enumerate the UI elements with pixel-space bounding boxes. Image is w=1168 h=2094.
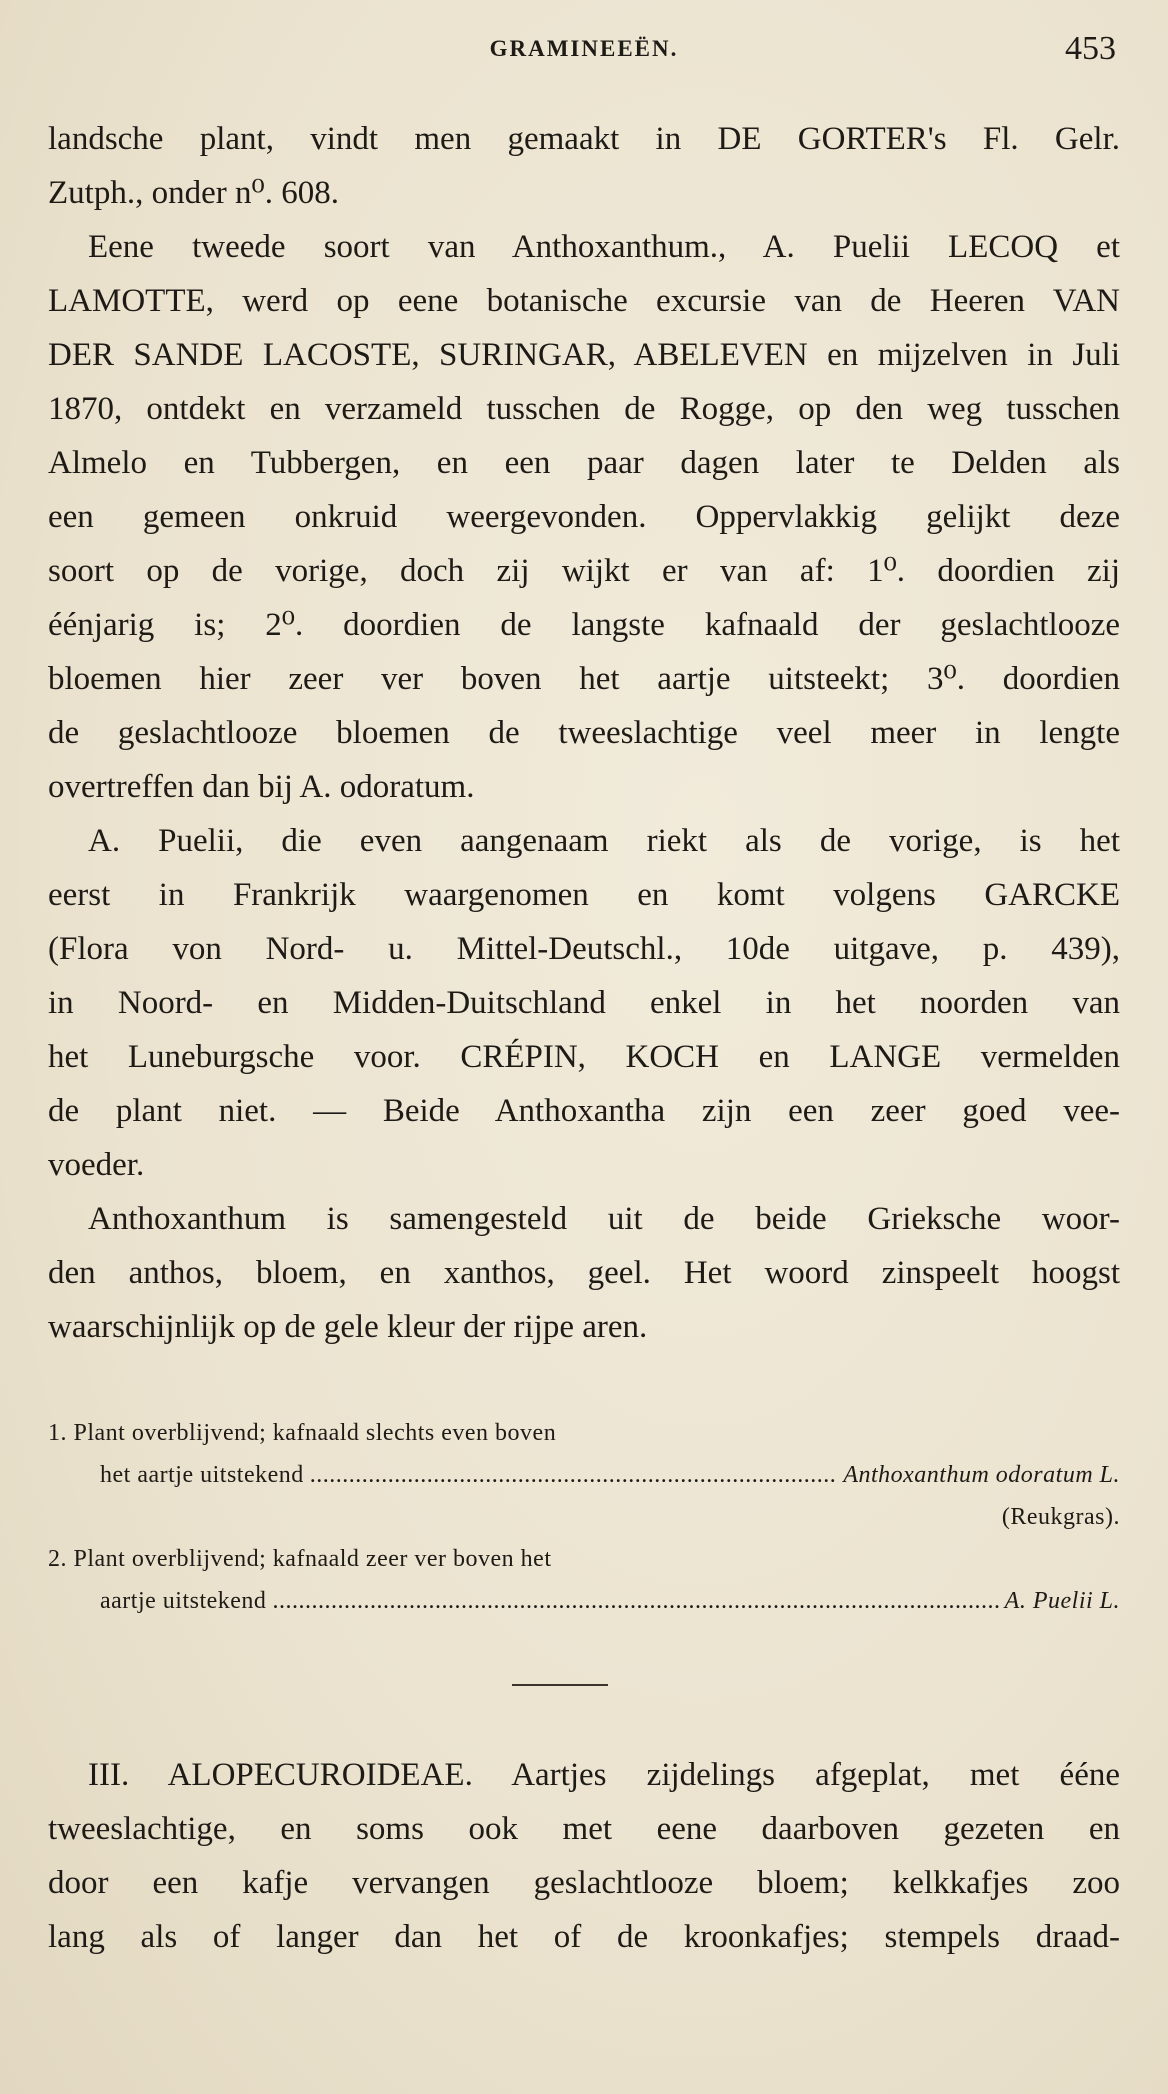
text-line: soort op de vorige, doch zij wijkt er van af: 1⁰. doordien zij bbox=[48, 553, 1120, 589]
text-line: éénjarig is; 2⁰. doordien de langste kafnaald der geslachtlooze bbox=[48, 607, 1120, 643]
dot-leaders bbox=[272, 1580, 998, 1622]
text-line: Eene tweede soort van Anthoxanthum., A. Puelii LECOQ et bbox=[88, 229, 1120, 265]
text-line: in Noord- en Midden-Duitschland enkel in het noorden van bbox=[48, 985, 1120, 1021]
key-item-2-taxon: A. Puelii L. bbox=[1004, 1588, 1120, 1614]
key-item-1-common-name: (Reukgras). bbox=[1001, 1504, 1120, 1530]
section-iii-text bbox=[48, 1748, 1120, 1964]
text-line: DER SANDE LACOSTE, SURINGAR, ABELEVEN en mijzelven in Juli bbox=[48, 337, 1120, 373]
text-line: eerst in Frankrijk waargenomen en komt volgens GARCKE bbox=[48, 877, 1120, 913]
dot-leaders bbox=[310, 1454, 838, 1496]
text-line: Anthoxanthum is samengesteld uit de beide Grieksche woor- bbox=[88, 1201, 1120, 1237]
running-header: GRAMINEEËN. bbox=[489, 36, 679, 61]
text-line: overtreffen dan bij A. odoratum. bbox=[48, 769, 475, 805]
text-line: bloemen hier zeer ver boven het aartje uitsteekt; 3⁰. doordien bbox=[48, 661, 1120, 697]
body-text bbox=[48, 112, 1120, 1354]
text-line: de plant niet. — Beide Anthoxantha zijn een zeer goed vee- bbox=[48, 1093, 1120, 1129]
text-line: Almelo en Tubbergen, en een paar dagen later te Delden als bbox=[48, 445, 1120, 481]
key-item-1-taxon: Anthoxanthum odoratum L. bbox=[843, 1462, 1120, 1488]
key-item-2-line-1: 2. Plant overblijvend; kafnaald zeer ver boven het bbox=[48, 1546, 552, 1572]
text-line: de geslachtlooze bloemen de tweeslachtige veel meer in lengte bbox=[48, 715, 1120, 751]
text-line: (Flora von Nord- u. Mittel-Deutschl., 10de uitgave, p. 439), bbox=[48, 931, 1120, 967]
text-line: een gemeen onkruid weergevonden. Oppervlakkig gelijkt deze bbox=[48, 499, 1120, 535]
text-line: het Luneburgsche voor. CRÉPIN, KOCH en LANGE vermelden bbox=[48, 1039, 1120, 1075]
key-item-2-description: aartje uitstekend bbox=[100, 1588, 267, 1614]
text-line: voeder. bbox=[48, 1147, 145, 1183]
text-line: lang als of langer dan het of de kroonkafjes; stempels draad- bbox=[48, 1919, 1120, 1955]
text-line: Zutph., onder n⁰. 608. bbox=[48, 175, 339, 211]
text-line: 1870, ontdekt en verzameld tusschen de Rogge, op den weg tusschen bbox=[48, 391, 1120, 427]
key-item-1-line-1: 1. Plant overblijvend; kafnaald slechts even boven bbox=[48, 1420, 557, 1446]
section-divider bbox=[512, 1684, 608, 1686]
text-line: tweeslachtige, en soms ook met eene daarboven gezeten en bbox=[48, 1811, 1120, 1847]
identification-key bbox=[48, 1412, 1120, 1622]
text-line: landsche plant, vindt men gemaakt in DE GORTER's Fl. Gelr. bbox=[48, 121, 1120, 157]
page-number: 453 bbox=[1065, 30, 1116, 67]
text-line: waarschijnlijk op de gele kleur der rijpe aren. bbox=[48, 1309, 648, 1345]
text-line: LAMOTTE, werd op eene botanische excursie van de Heeren VAN bbox=[48, 283, 1120, 319]
text-line: door een kafje vervangen geslachtlooze bloem; kelkkafjes zoo bbox=[48, 1865, 1120, 1901]
key-item-1-description: het aartje uitstekend bbox=[100, 1462, 304, 1488]
text-line: III. ALOPECUROIDEAE. Aartjes zijdelings afgeplat, met ééne bbox=[88, 1757, 1120, 1793]
text-line: A. Puelii, die even aangenaam riekt als de vorige, is het bbox=[88, 823, 1120, 859]
key-item-2-line-2 bbox=[48, 1580, 1120, 1622]
key-item-1-line-2 bbox=[48, 1454, 1120, 1496]
text-line: den anthos, bloem, en xanthos, geel. Het woord zinspeelt hoogst bbox=[48, 1255, 1120, 1291]
